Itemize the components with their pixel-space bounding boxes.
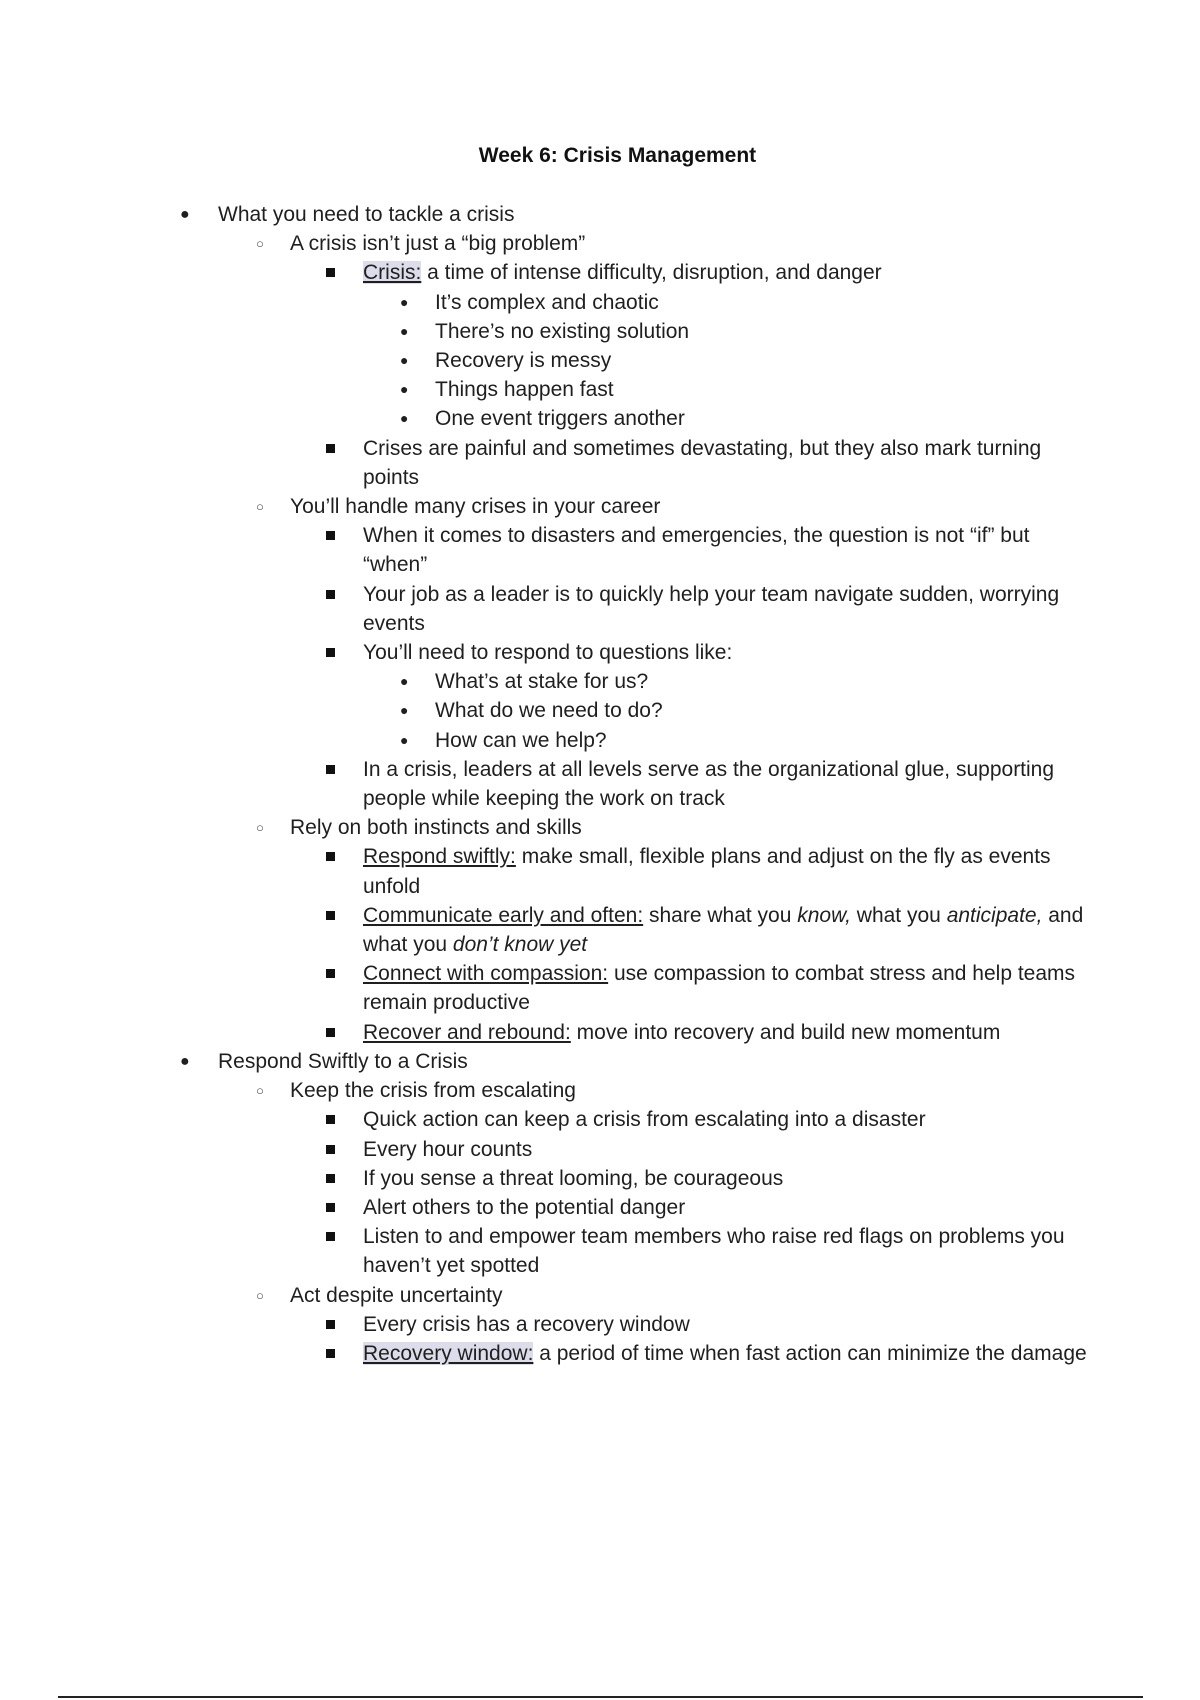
text-segment: Things happen fast — [435, 378, 614, 402]
outline-item-level-3 — [0, 258, 1200, 287]
text-segment: What do we need to do? — [435, 699, 663, 723]
text-segment: A crisis isn’t just a “big problem” — [290, 232, 586, 256]
hollow-bullet-icon: ○ — [256, 1083, 264, 1099]
outline-item-text — [363, 755, 1098, 813]
filled-bullet-icon: ● — [400, 352, 409, 369]
outline-item-text — [363, 842, 1098, 900]
outline-item-level-2 — [0, 813, 1200, 842]
defined-term: Communicate early and often: — [363, 903, 644, 927]
text-segment: share what you — [643, 903, 798, 927]
square-bullet-icon — [326, 1349, 335, 1358]
outline-item-text — [363, 638, 1098, 667]
outline-item-level-2 — [0, 1281, 1200, 1310]
outline-item-text — [290, 1076, 1090, 1105]
defined-term: Recovery window: — [363, 1341, 534, 1365]
text-segment: Your job as a leader is to quickly help your team navigate sudden, worrying events — [363, 582, 1060, 635]
outline-item-text — [363, 1105, 1098, 1134]
square-bullet-icon — [326, 1174, 335, 1183]
outline-item-text — [363, 1193, 1098, 1222]
filled-bullet-icon: ● — [400, 731, 409, 748]
notes-outline — [0, 200, 1200, 1368]
outline-item-level-4 — [0, 667, 1200, 696]
filled-bullet-icon: ● — [400, 673, 409, 690]
outline-item-level-3 — [0, 1222, 1200, 1280]
defined-term: Connect with compassion: — [363, 962, 609, 986]
outline-item-level-4 — [0, 404, 1200, 433]
emphasis-text: anticipate, — [946, 903, 1043, 927]
text-segment: One event triggers another — [435, 407, 685, 431]
square-bullet-icon — [326, 1320, 335, 1329]
text-segment: Alert others to the potential danger — [363, 1195, 686, 1219]
square-bullet-icon — [326, 444, 335, 453]
defined-term: Crisis: — [363, 261, 422, 285]
outline-item-text — [218, 200, 1098, 229]
outline-item-level-1 — [0, 1047, 1200, 1076]
outline-item-text — [363, 434, 1098, 492]
outline-item-level-3 — [0, 1018, 1200, 1047]
outline-item-text — [290, 229, 1090, 258]
outline-item-level-1 — [0, 200, 1200, 229]
text-segment: and what you — [363, 903, 1084, 957]
outline-item-text — [218, 1047, 1098, 1076]
text-segment: What’s at stake for us? — [435, 670, 649, 694]
text-segment: In a crisis, leaders at all levels serve as the organizational glue, supporting people while keeping the work on track — [363, 757, 1055, 811]
outline-item-level-3 — [0, 901, 1200, 959]
page-title: Week 6: Crisis Management — [478, 144, 757, 167]
outline-item-level-4 — [0, 346, 1200, 375]
square-bullet-icon — [326, 268, 335, 277]
square-bullet-icon — [326, 590, 335, 599]
outline-item-level-3 — [0, 434, 1200, 492]
defined-term: Respond swiftly: — [363, 845, 516, 869]
filled-bullet-icon: ● — [400, 322, 409, 339]
filled-bullet-icon: ● — [180, 1052, 190, 1070]
outline-item-level-3 — [0, 1310, 1200, 1339]
outline-item-text — [363, 521, 1098, 579]
outline-item-level-3 — [0, 842, 1200, 900]
emphasis-text: know, — [797, 903, 851, 927]
outline-item-text — [435, 667, 1095, 696]
outline-item-text — [290, 492, 1090, 521]
text-segment: Act despite uncertainty — [290, 1283, 503, 1307]
outline-item-text — [363, 959, 1098, 1017]
outline-item-level-3 — [0, 638, 1200, 667]
text-segment: make small, flexible plans and adjust on the fly as events unfold — [363, 845, 1051, 898]
outline-item-text — [435, 346, 1095, 375]
text-segment: You’ll handle many crises in your career — [290, 495, 661, 519]
outline-item-level-3 — [0, 521, 1200, 579]
text-segment: a time of intense difficulty, disruption, and danger — [421, 261, 882, 285]
outline-item-level-3 — [0, 755, 1200, 813]
outline-item-level-3 — [0, 1193, 1200, 1222]
outline-item-text — [363, 1018, 1098, 1047]
outline-item-level-4 — [0, 696, 1200, 725]
text-segment: If you sense a threat looming, be courageous — [363, 1166, 784, 1190]
page-bottom-rule — [58, 1696, 1143, 1698]
outline-item-level-4 — [0, 726, 1200, 755]
square-bullet-icon — [326, 1115, 335, 1124]
text-segment: Rely on both instincts and skills — [290, 816, 582, 840]
outline-item-text — [363, 1222, 1098, 1280]
square-bullet-icon — [326, 531, 335, 540]
text-segment: Every hour counts — [363, 1137, 533, 1161]
outline-item-text — [435, 726, 1095, 755]
square-bullet-icon — [326, 648, 335, 657]
text-segment: When it comes to disasters and emergencies, the question is not “if” but “when” — [363, 524, 1030, 577]
text-segment: Quick action can keep a crisis from escalating into a disaster — [363, 1108, 926, 1132]
outline-item-level-4 — [0, 288, 1200, 317]
outline-item-level-3 — [0, 959, 1200, 1017]
filled-bullet-icon: ● — [400, 702, 409, 719]
outline-item-level-3 — [0, 580, 1200, 638]
defined-term: Recover and rebound: — [363, 1020, 571, 1044]
hollow-bullet-icon: ○ — [256, 820, 264, 836]
text-segment: Listen to and empower team members who raise red flags on problems you haven’t yet spotted — [363, 1225, 1065, 1278]
outline-item-text — [363, 258, 1098, 287]
text-segment: Recovery is messy — [435, 349, 612, 373]
text-segment: It’s complex and chaotic — [435, 290, 659, 314]
outline-item-text — [363, 901, 1098, 959]
outline-item-text — [363, 1135, 1098, 1164]
outline-item-text — [435, 288, 1095, 317]
filled-bullet-icon: ● — [400, 293, 409, 310]
outline-item-text — [435, 696, 1095, 725]
text-segment: You’ll need to respond to questions like: — [363, 641, 733, 665]
outline-item-level-3 — [0, 1105, 1200, 1134]
outline-item-text — [435, 317, 1095, 346]
text-segment: There’s no existing solution — [435, 319, 690, 343]
outline-item-text — [363, 1339, 1098, 1368]
filled-bullet-icon: ● — [400, 410, 409, 427]
text-segment: what you — [850, 903, 947, 927]
outline-item-level-3 — [0, 1135, 1200, 1164]
outline-item-level-2 — [0, 492, 1200, 521]
emphasis-text: don’t know yet — [452, 933, 588, 957]
text-segment: How can we help? — [435, 728, 607, 752]
outline-item-text — [435, 404, 1095, 433]
filled-bullet-icon: ● — [180, 206, 190, 223]
hollow-bullet-icon: ○ — [256, 499, 264, 515]
outline-item-level-2 — [0, 229, 1200, 258]
filled-bullet-icon: ● — [400, 381, 409, 398]
outline-item-text — [290, 1281, 1090, 1310]
outline-item-level-4 — [0, 317, 1200, 346]
text-segment: a period of time when fast action can minimize the damage — [533, 1341, 1087, 1365]
square-bullet-icon — [326, 852, 335, 861]
square-bullet-icon — [326, 765, 335, 774]
text-segment: Keep the crisis from escalating — [290, 1079, 576, 1103]
hollow-bullet-icon: ○ — [256, 236, 264, 252]
outline-item-text — [363, 580, 1098, 638]
outline-item-text — [435, 375, 1095, 404]
outline-item-text — [363, 1164, 1098, 1193]
outline-item-level-2 — [0, 1076, 1200, 1105]
square-bullet-icon — [326, 1028, 335, 1037]
square-bullet-icon — [326, 1203, 335, 1212]
outline-item-level-3 — [0, 1164, 1200, 1193]
text-segment: Every crisis has a recovery window — [363, 1312, 690, 1336]
outline-item-text — [290, 813, 1090, 842]
hollow-bullet-icon: ○ — [256, 1287, 264, 1303]
square-bullet-icon — [326, 969, 335, 978]
text-segment: What you need to tackle a crisis — [218, 203, 515, 226]
text-segment: move into recovery and build new momentum — [570, 1020, 1001, 1044]
outline-item-level-3 — [0, 1339, 1200, 1368]
square-bullet-icon — [326, 1145, 335, 1154]
text-segment: Respond Swiftly to a Crisis — [218, 1049, 468, 1073]
text-segment: Crises are painful and sometimes devastating, but they also mark turning points — [363, 436, 1042, 489]
outline-item-level-4 — [0, 375, 1200, 404]
text-segment: use compassion to combat stress and help teams remain productive — [363, 962, 1076, 1015]
outline-item-text — [363, 1310, 1098, 1339]
square-bullet-icon — [326, 1232, 335, 1241]
square-bullet-icon — [326, 911, 335, 920]
